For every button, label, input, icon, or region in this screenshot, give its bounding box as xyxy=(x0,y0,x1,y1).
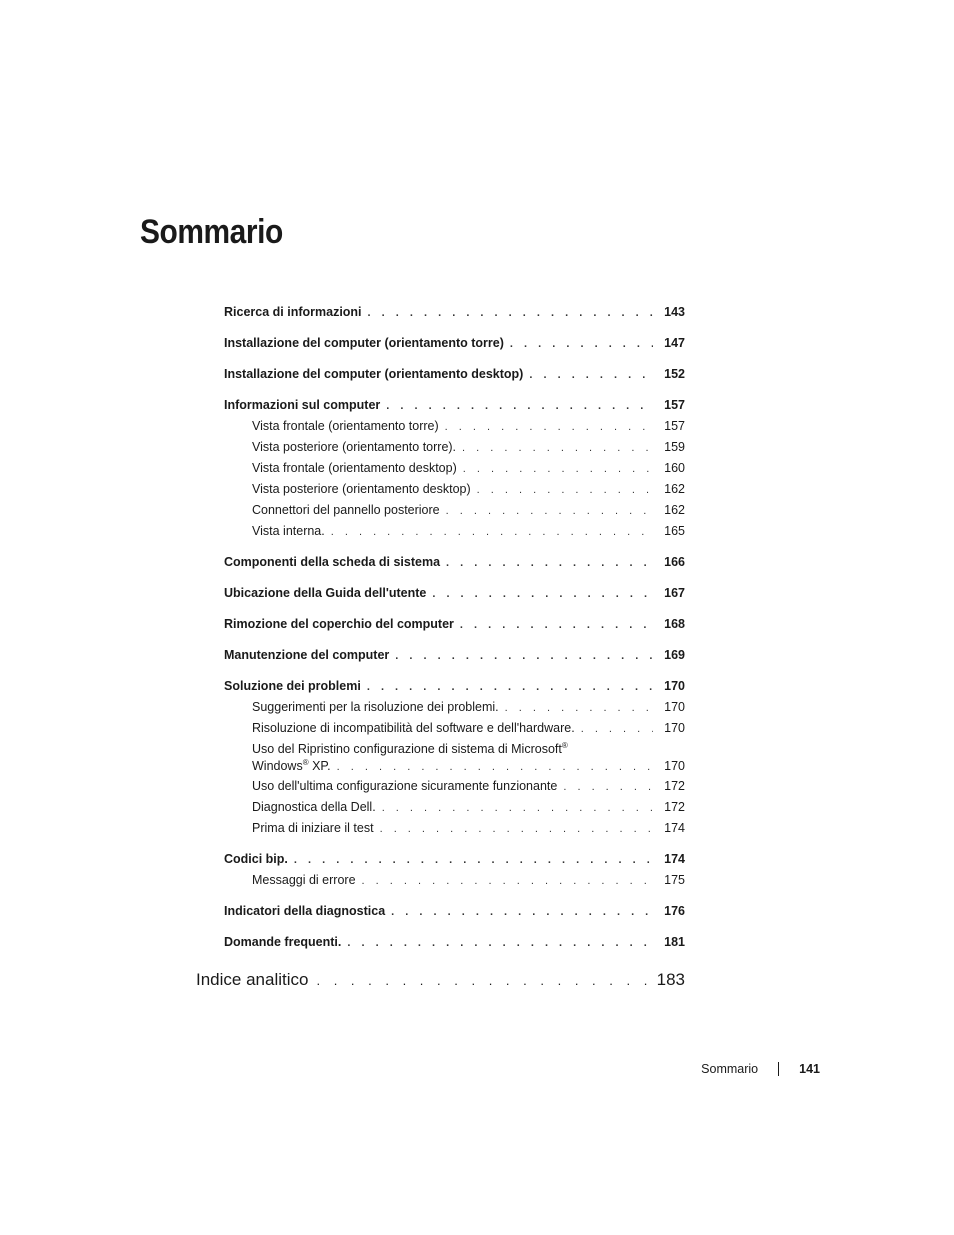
toc-entry-label: Uso dell'ultima configurazione sicuramente funzionante xyxy=(252,779,558,793)
toc-subentry[interactable] xyxy=(224,697,685,718)
toc-page-number: 160 xyxy=(664,461,685,475)
toc-entry-label: Installazione del computer (orientamento desktop) xyxy=(224,367,524,381)
toc-page-number: 170 xyxy=(664,721,685,735)
toc-page-number: 172 xyxy=(664,800,685,814)
dot-leader xyxy=(331,522,653,542)
toc-page-number: 170 xyxy=(664,759,685,773)
index-label: Indice analitico xyxy=(196,970,309,989)
toc-entry-label: Ubicazione della Guida dell'utente xyxy=(224,586,427,600)
toc-entry-label-line2: Windows® XP. xyxy=(252,757,331,773)
toc-subentry[interactable] xyxy=(224,500,685,521)
toc-subentry[interactable] xyxy=(224,797,685,818)
page-title: Sommario xyxy=(140,213,283,251)
table-of-contents xyxy=(224,300,685,953)
toc-page-number: 168 xyxy=(664,617,685,631)
toc-page-number: 162 xyxy=(664,482,685,496)
toc-entry-label: Connettori del pannello posteriore xyxy=(252,503,440,517)
toc-entry-label: Rimozione del coperchio del computer xyxy=(224,617,454,631)
registered-mark: ® xyxy=(561,740,568,750)
toc-entry-index[interactable] xyxy=(196,970,685,990)
toc-page-number: 159 xyxy=(664,440,685,454)
toc-page-number: 170 xyxy=(664,679,685,693)
toc-page-number: 162 xyxy=(664,503,685,517)
toc-entry-label: Diagnostica della Dell. xyxy=(252,800,376,814)
toc-entry-label: Vista interna. xyxy=(252,524,325,538)
toc-entry-label: Vista frontale (orientamento torre) xyxy=(252,419,439,433)
toc-entry-label: Codici bip. xyxy=(224,852,288,866)
toc-page-number: 175 xyxy=(664,873,685,887)
dot-leader xyxy=(382,798,653,818)
toc-page-number: 169 xyxy=(664,648,685,662)
toc-entry-label: Prima di iniziare il test xyxy=(252,821,374,835)
toc-entry-manutenzione[interactable] xyxy=(224,645,685,666)
dot-leader xyxy=(368,303,653,323)
page-footer xyxy=(701,1062,820,1076)
footer-page-number: 141 xyxy=(799,1062,820,1076)
dot-leader xyxy=(505,698,653,718)
dot-leader xyxy=(563,777,653,797)
toc-entry-label: Vista posteriore (orientamento torre). xyxy=(252,440,457,454)
dot-leader xyxy=(362,871,653,891)
toc-subentry[interactable] xyxy=(224,521,685,542)
toc-subentry[interactable] xyxy=(224,718,685,739)
toc-entry-ubicazione[interactable] xyxy=(224,583,685,604)
toc-entry-ricerca[interactable] xyxy=(224,302,685,323)
dot-leader xyxy=(347,933,653,953)
toc-page-number: 170 xyxy=(664,700,685,714)
toc-entry-label: Indicatori della diagnostica xyxy=(224,904,386,918)
dot-leader xyxy=(316,973,648,988)
toc-page-number: 181 xyxy=(664,935,685,949)
toc-entry-line2 xyxy=(252,757,685,776)
toc-entry-label: Ricerca di informazioni xyxy=(224,305,362,319)
dot-leader xyxy=(337,758,653,776)
toc-entry-installazione-desktop[interactable] xyxy=(224,364,685,385)
dot-leader xyxy=(462,438,653,458)
toc-page-number: 167 xyxy=(664,586,685,600)
toc-page-number: 143 xyxy=(664,305,685,319)
toc-page-number: 176 xyxy=(664,904,685,918)
toc-subentry[interactable] xyxy=(224,818,685,839)
toc-subentry[interactable] xyxy=(224,479,685,500)
dot-leader xyxy=(510,334,653,354)
dot-leader xyxy=(395,646,653,666)
toc-subentry[interactable] xyxy=(224,437,685,458)
dot-leader xyxy=(380,819,653,839)
toc-entry-componenti[interactable] xyxy=(224,552,685,573)
dot-leader xyxy=(446,553,653,573)
toc-page-number: 157 xyxy=(664,398,685,412)
dot-leader xyxy=(432,584,653,604)
dot-leader xyxy=(463,459,653,479)
toc-subentry[interactable] xyxy=(224,776,685,797)
toc-entry-label: Installazione del computer (orientamento torre) xyxy=(224,336,504,350)
toc-entry-label: Risoluzione di incompatibilità del software e dell'hardware. xyxy=(252,721,575,735)
toc-page-number: 157 xyxy=(664,419,685,433)
toc-entry-label: Componenti della scheda di sistema xyxy=(224,555,441,569)
dot-leader xyxy=(581,719,653,739)
dot-leader xyxy=(445,417,653,437)
toc-subentry[interactable] xyxy=(224,416,685,437)
toc-entry-label: Manutenzione del computer xyxy=(224,648,390,662)
toc-entry-domande[interactable] xyxy=(224,932,685,953)
toc-page-number: 172 xyxy=(664,779,685,793)
toc-entry-label: Vista frontale (orientamento desktop) xyxy=(252,461,457,475)
footer-separator xyxy=(778,1062,779,1076)
dot-leader xyxy=(391,902,653,922)
toc-entry-soluzione[interactable] xyxy=(224,676,685,697)
dot-leader xyxy=(446,501,653,521)
toc-entry-label: Suggerimenti per la risoluzione dei problemi. xyxy=(252,700,499,714)
toc-entry-informazioni[interactable] xyxy=(224,395,685,416)
toc-subentry[interactable] xyxy=(224,458,685,479)
dot-leader xyxy=(294,850,653,870)
toc-entry-label: Vista posteriore (orientamento desktop) xyxy=(252,482,471,496)
footer-section-name: Sommario xyxy=(701,1062,759,1076)
toc-entry-codici-bip[interactable] xyxy=(224,849,685,870)
registered-mark: ® xyxy=(302,757,309,767)
toc-subentry[interactable] xyxy=(224,870,685,891)
toc-entry-label: Soluzione dei problemi xyxy=(224,679,361,693)
dot-leader xyxy=(529,365,653,385)
toc-page-number: 152 xyxy=(664,367,685,381)
dot-leader xyxy=(367,677,653,697)
toc-entry-label-line1: Uso del Ripristino configurazione di sistema di Microsoft® xyxy=(252,740,568,756)
toc-page-number: 165 xyxy=(664,524,685,538)
toc-entry-label: Messaggi di errore xyxy=(252,873,356,887)
toc-subentry-multiline[interactable] xyxy=(224,741,685,776)
dot-leader xyxy=(477,480,653,500)
index-page-number: 183 xyxy=(656,970,685,989)
toc-entry-installazione-torre[interactable] xyxy=(224,333,685,354)
toc-entry-label: Domande frequenti. xyxy=(224,935,342,949)
dot-leader xyxy=(460,615,653,635)
toc-page-number: 174 xyxy=(664,821,685,835)
dot-leader xyxy=(386,396,653,416)
toc-entry-rimozione[interactable] xyxy=(224,614,685,635)
toc-page-number: 147 xyxy=(664,336,685,350)
toc-page-number: 166 xyxy=(664,555,685,569)
toc-entry-indicatori[interactable] xyxy=(224,901,685,922)
toc-page-number: 174 xyxy=(664,852,685,866)
toc-entry-label: Informazioni sul computer xyxy=(224,398,381,412)
